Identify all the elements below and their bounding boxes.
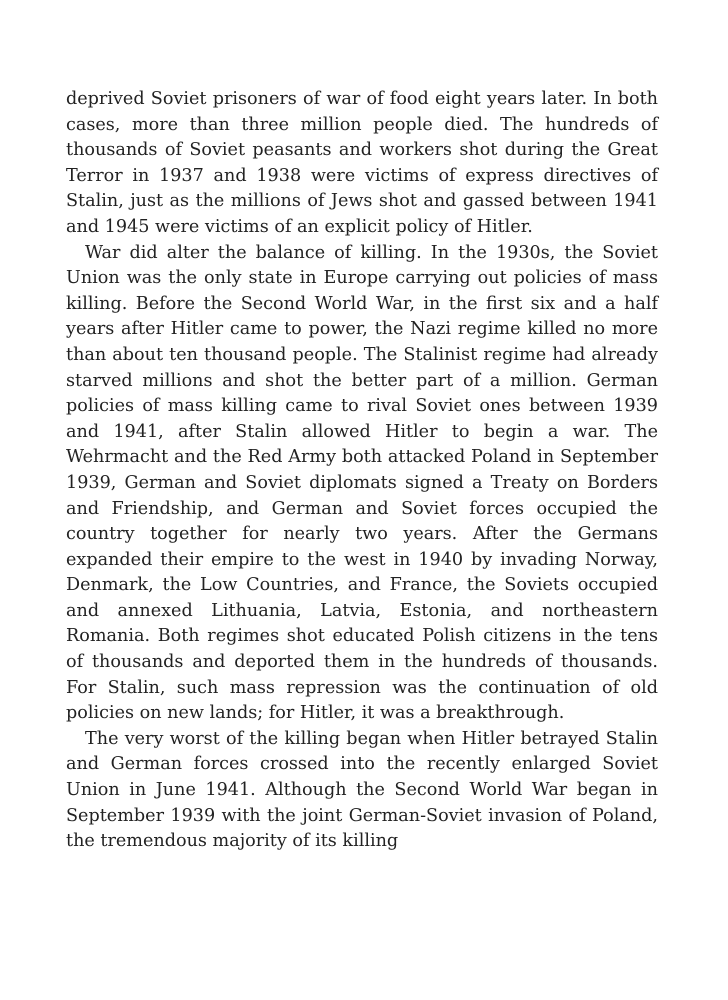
paragraph-continued: deprived Soviet prisoners of war of food eight years later. In both cases, more than three million people died. The hundreds of thousands of Soviet peasants and workers shot during the Great Terror in 1937 and 1938 were victims of express directives of Stalin, just as the millions of Jews shot and gassed between 1941 and 1945 were victims of an explicit policy of Hitler. — [66, 89, 658, 237]
paragraph-worst-of-killing: The very worst of the killing began when Hitler betrayed Stalin and German forces crossed into the recently enlarged Soviet Union in June 1941. Although the Second World War began in September 1939 with the joint German-Soviet invasion of Poland, the tremendous majority of its killing — [66, 728, 658, 852]
book-page-text — [66, 87, 658, 855]
paragraph-balance-of-killing: War did alter the balance of killing. In the 1930s, the Soviet Union was the only state in Europe carrying out policies of mass killing. Before the Second World War, in the first six and a half years after Hitler came to power, the Nazi regime killed no more than about ten thousand people. The Stalinist regime had already starved millions and shot the better part of a million. German policies of mass killing came to rival Soviet ones between 1939 and 1941, after Stalin allowed Hitler to begin a war. The Wehrmacht and the Red Army both attacked Poland in September 1939, German and Soviet diplomats signed a Treaty on Borders and Friendship, and German and Soviet forces occupied the country together for nearly two years. After the Germans expanded their empire to the west in 1940 by invading Norway, Denmark, the Low Countries, and France, the Soviets occupied and annexed Lithuania, Latvia, Estonia, and northeastern Romania. Both regimes shot educated Polish citizens in the tens of thousands and deported them in the hundreds of thousands. For Stalin, such mass repression was the continuation of old policies on new lands; for Hitler, it was a breakthrough. — [66, 242, 658, 724]
